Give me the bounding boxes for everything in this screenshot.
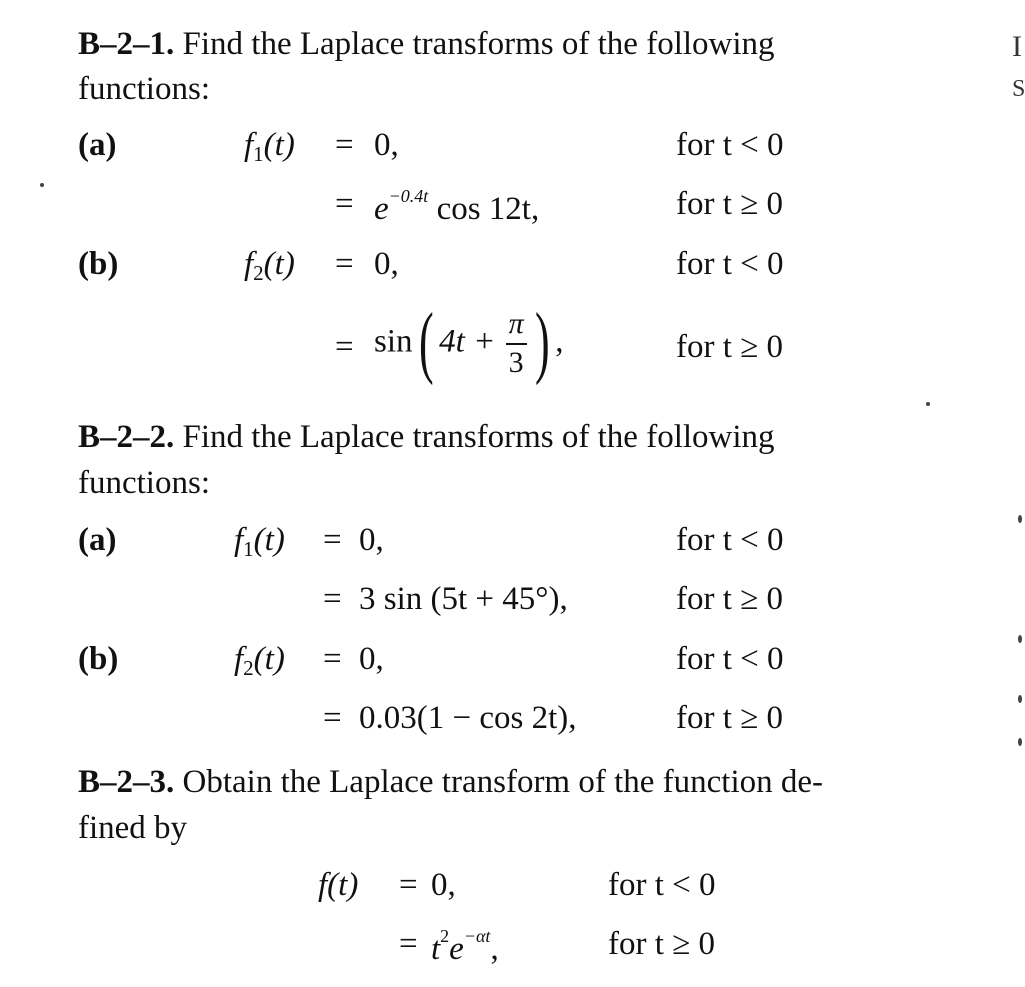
problem-b-2-1-line2: functions: [78, 71, 210, 107]
condition: for t ≥ 0 [676, 329, 784, 365]
equals-sign: = [323, 522, 342, 558]
case-expression: 0.03(1 − cos 2t), [359, 700, 577, 736]
condition: for t ≥ 0 [676, 581, 784, 617]
condition: for t ≥ 0 [676, 700, 784, 736]
problem-text: Find the Laplace transforms of the following [182, 419, 775, 455]
equals-sign: = [335, 127, 354, 163]
case-value: 0, [359, 522, 384, 558]
equals-sign: = [335, 186, 354, 222]
part-label-b: (b) [78, 246, 119, 282]
scan-speck [40, 183, 44, 187]
case-value: 0, [374, 246, 399, 282]
case-value: 0, [374, 127, 399, 163]
scan-speck [1018, 635, 1022, 643]
condition: for t < 0 [676, 522, 784, 558]
part-label-a: (a) [78, 127, 117, 163]
equals-sign: = [323, 641, 342, 677]
problem-number: B–2–1. [78, 26, 175, 62]
part-label-b: (b) [78, 641, 119, 677]
problem-number: B–2–2. [78, 419, 175, 455]
problem-text: Find the Laplace transforms of the following [182, 26, 775, 62]
scan-speck [1018, 695, 1022, 703]
problem-b-2-1-line1 [78, 26, 775, 63]
condition: for t < 0 [676, 246, 784, 282]
function-f1: $f_1(t)$ [244, 127, 295, 166]
problem-b-2-2-line2: functions: [78, 465, 210, 501]
case-value: 0, [359, 641, 384, 677]
problem-number: B–2–3. [78, 764, 175, 800]
problem-b-2-3-line2: fined by [78, 810, 188, 846]
equals-sign: = [399, 867, 418, 903]
condition: for t < 0 [676, 641, 784, 677]
margin-glyph: S [1012, 76, 1025, 102]
problem-b-2-2-line1 [78, 419, 775, 456]
margin-glyph: I [1012, 30, 1022, 63]
condition: for t ≥ 0 [608, 926, 716, 962]
equals-sign: = [399, 926, 418, 962]
problem-b-2-3-line1 [78, 764, 823, 801]
case-expression-sine: sin( 4t + $\frac{\pi}{3}$ ) , [374, 297, 564, 386]
equals-sign: = [323, 700, 342, 736]
condition: for t < 0 [608, 867, 716, 903]
scan-speck [926, 402, 930, 406]
scan-speck [1018, 738, 1022, 746]
scan-speck [1018, 515, 1022, 523]
case-expression: 3 sin (5t + 45°), [359, 581, 568, 617]
condition: for t < 0 [676, 127, 784, 163]
fraction-pi-over-3: $\frac{\pi}{3}$ [506, 305, 527, 381]
case-expression: $e^{-0.4t}$ cos 12t, [374, 186, 540, 227]
function-f: f(t) [318, 867, 359, 903]
equals-sign: = [335, 329, 354, 365]
case-value: 0, [431, 867, 456, 903]
function-f1: $f_1(t)$ [234, 522, 285, 561]
case-expression: $t^2e^{-\alpha t}$, [431, 926, 499, 967]
function-f2: $f_2(t)$ [234, 641, 285, 680]
function-f2: $f_2(t)$ [244, 246, 295, 285]
equals-sign: = [323, 581, 342, 617]
condition: for t ≥ 0 [676, 186, 784, 222]
part-label-a: (a) [78, 522, 117, 558]
equals-sign: = [335, 246, 354, 282]
problem-text: Obtain the Laplace transform of the function de- [182, 764, 824, 800]
